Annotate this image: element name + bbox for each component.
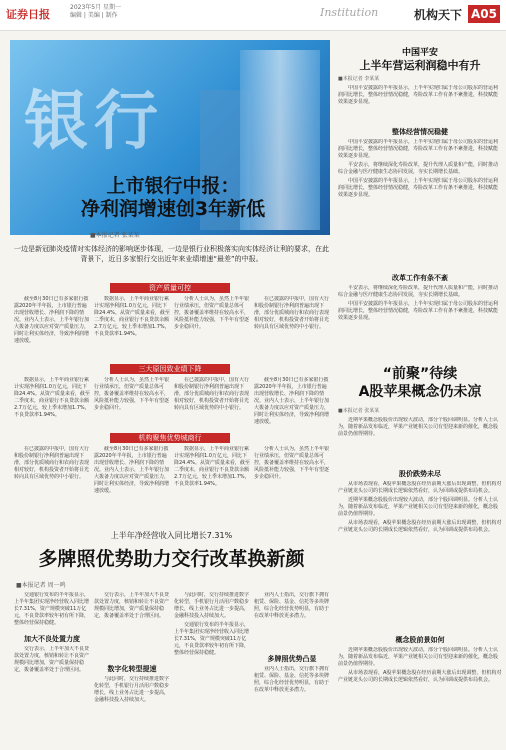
paragraph: 截至8月30日已有多家银行披露2020年半年报，上市银行普遍出现营收增长、净利润下降的情况。业内人士表示，上半年银行加大拨备力度以应对资产质量压力，同时让利实体经济，导致净利润增速放缓。 xyxy=(14,296,90,344)
paragraph: 近期苹果概念股股价出现较大波动，部分个股回调明显。分析人士认为，随着新品发布临近，苹果产业链相关公司有望迎来新的催化，概念股前景仍值得期待。 xyxy=(338,647,499,667)
bottom-title: 多牌照优势助力交行改革换新颜 xyxy=(38,548,305,570)
article-column xyxy=(14,446,90,516)
subhead-overall: 整体经营情况稳健 xyxy=(392,128,448,136)
article-column xyxy=(94,446,170,516)
article-column xyxy=(174,592,250,746)
article-column xyxy=(338,647,502,747)
paragraph: 近期苹果概念股股价出现较大波动，部分个股回调明显。分析人士认为，随着新品发布临近，苹果产业链相关公司有望迎来新的催化，概念股前景仍值得期待。 xyxy=(338,497,499,517)
right-bottom-title xyxy=(338,365,502,401)
right-bottom-title-line1: “前聚”待续 xyxy=(382,366,458,382)
masthead-meta-line2: 编辑 | 美编 | 制作 xyxy=(70,12,118,19)
paragraph: 平安表示，将继续深化寿险改革，提升代理人质量和产能，同时推动综合金融与医疗健康生态协同发展，夯实长期增长基础。 xyxy=(338,162,499,175)
article-column xyxy=(338,417,502,465)
article-column xyxy=(174,377,250,429)
paragraph: 截至8月30日已有多家银行披露2020年半年报，上市银行普遍出现营收增长、净利润下降的情况。业内人士表示，上半年银行加大拨备力度以应对资产质量压力，同时让利实体经济，导致净利润增速放缓。 xyxy=(94,446,170,494)
paragraph: 数据显示，上半年商业银行累计实现净利润1.0万亿元，同比下降24.4%。从资产质量来看，截至二季度末，商业银行不良贷款余额2.7万亿元，较上季末增加1.7%，不良贷款率1.94%。 xyxy=(94,296,170,337)
right-column xyxy=(338,35,502,748)
subhead-stock-decline: 股价跌势未尽 xyxy=(399,470,441,478)
masthead xyxy=(0,0,506,31)
paragraph: 中国平安披露的半年报显示，上半年实现归属于母公司股东的营运利润同比增长，整体经营情况稳健，寿险改革工作有条不紊推进，科技赋能效果逐步显现。 xyxy=(338,178,499,198)
paragraph: 在已披露的中报中，国有大行和股份制银行净利润普遍出现下滑，部分优质城商行和农商行表现相对较好，机构投资者开始将目光转向具有区域优势的中小银行。 xyxy=(174,377,250,411)
subhead-licenses: 多牌照优势凸显 xyxy=(267,655,317,663)
hero-title-line1: 上市银行中报： xyxy=(106,175,240,197)
page-id-badge: A05 xyxy=(468,5,500,23)
paragraph: 数据显示，上半年商业银行累计实现净利润1.0万亿元，同比下降24.4%。从资产质量来看，截至二季度末，商业银行不良贷款余额2.7万亿元，较上季末增加1.7%，不良贷款率1.94%。 xyxy=(14,377,90,418)
hero-title-line2: 净利润增速创3年新低 xyxy=(80,198,266,220)
hero-bg-text: 银行 xyxy=(24,85,164,159)
section-en: Institution xyxy=(320,6,379,19)
hero-byline: ■本报记者 张某某 xyxy=(90,232,140,239)
article-column xyxy=(338,139,502,269)
subhead-three-reasons: 三大原因致业绩下降 xyxy=(110,364,230,374)
section-cn: 机构天下 xyxy=(414,8,463,22)
article-column xyxy=(174,446,250,516)
article-column xyxy=(338,85,502,123)
paragraph: 在已披露的中报中，国有大行和股份制银行净利润普遍出现下滑，部分优质城商行和农商行表现相对较好，机构投资者开始将目光转向具有区域优势的中小银行。 xyxy=(254,296,330,330)
masthead-meta xyxy=(70,4,121,20)
subhead-reform: 改革工作有条不紊 xyxy=(392,274,448,282)
paragraph: 分析人士认为，虽然上半年银行业绩承压，但资产质量总体可控，拨备覆盖率维持在较高水平，风险抵补能力较强，下半年有望逐步企稳回升。 xyxy=(94,377,170,411)
paragraph: 与此同时，交行持续推进数字化转型，手机银行月活用户数稳步增长，线上业务占比进一步提高，金融科技投入持续加大。 xyxy=(94,676,170,703)
article-column xyxy=(94,296,170,360)
paragraph: 交通银行发布的半年报显示，上半年集团实现净经营收入同比增长7.31%，资产规模突破11万亿元，不良贷款率较年初有所下降，整体经营保持稳健。 xyxy=(174,622,250,656)
article-column xyxy=(338,481,502,631)
hero-title xyxy=(58,175,288,221)
hero-image xyxy=(10,40,330,235)
right-bottom-title-line2: A股苹果概念仍未凉 xyxy=(358,384,482,400)
article-column xyxy=(254,296,330,360)
newspaper-logo: 证券日报 xyxy=(6,8,50,21)
paragraph: 业内人士指出，交行旗下拥有租赁、保险、基金、信托等多块牌照，综合化经营优势明显，有助于在改革中释放更多潜力。 xyxy=(254,666,330,693)
article-column xyxy=(338,285,502,357)
paragraph: 中国平安披露的半年报显示，上半年实现归属于母公司股东的营运利润同比增长，整体经营情况稳健，寿险改革工作有条不紊推进，科技赋能效果逐步显现。 xyxy=(338,139,499,159)
article-column xyxy=(254,666,330,746)
right-top-kicker: 中国平安 xyxy=(401,48,438,58)
article-column xyxy=(14,377,90,429)
paragraph: 近期苹果概念股股价出现较大波动，部分个股回调明显。分析人士认为，随着新品发布临近，苹果产业链相关公司有望迎来新的催化，概念股前景仍值得期待。 xyxy=(338,417,499,437)
paragraph: 交行表示，上半年加大不良贷款处置力度，核销和转让不良资产规模同比增加，资产质量保持稳定，拨备覆盖率处于合理区间。 xyxy=(14,646,90,673)
right-bottom-byline: ■本报记者 张某某 xyxy=(338,408,380,414)
subhead-digital: 数字化转型提速 xyxy=(107,665,157,673)
masthead-meta-line1: 2023年5月 星期一 xyxy=(70,4,121,11)
paragraph: 平安表示，将继续深化寿险改革，提升代理人质量和产能，同时推动综合金融与医疗健康生态协同发展，夯实长期增长基础。 xyxy=(338,285,499,298)
subhead-city-banks: 机构聚焦优势城商行 xyxy=(110,433,230,443)
bottom-byline: ■本报记者 周一鸣 xyxy=(16,582,66,589)
subhead-outlook: 概念股前景如何 xyxy=(395,636,445,644)
bottom-kicker: 上半年净经营收入同比增长7.31% xyxy=(110,531,233,540)
paragraph: 业内人士指出，交行旗下拥有租赁、保险、基金、信托等多块牌照，综合化经营优势明显，有助于在改革中释放更多潜力。 xyxy=(254,592,330,619)
article-column xyxy=(14,592,90,632)
paragraph: 从市场表现看，A股苹果概念股在经历前期大涨后出现调整，但机构对产业链龙头公司的长期成长逻辑依然看好，认为回调或提供布局机会。 xyxy=(338,670,502,683)
subhead-npl: 加大不良处置力度 xyxy=(24,635,80,643)
paragraph: 截至8月30日已有多家银行披露2020年半年报，上市银行普遍出现营收增长、净利润下降的情况。业内人士表示，上半年银行加大拨备力度以应对资产质量压力，同时让利实体经济，导致净利润增速放缓。 xyxy=(254,377,330,425)
paragraph: 交通银行发布的半年报显示，上半年集团实现净经营收入同比增长7.31%，资产规模突破11万亿元，不良贷款率较年初有所下降，整体经营保持稳健。 xyxy=(14,592,90,626)
paragraph: 中国平安披露的半年报显示，上半年实现归属于母公司股东的营运利润同比增长，整体经营情况稳健，寿险改革工作有条不紊推进，科技赋能效果逐步显现。 xyxy=(338,301,499,321)
article-column xyxy=(254,377,330,429)
subhead-asset-quality: 资产质量可控 xyxy=(110,283,230,293)
bottom-article-header xyxy=(14,530,329,571)
article-column xyxy=(94,592,170,662)
article-column xyxy=(94,377,170,429)
paragraph: 中国平安披露的半年报显示，上半年实现归属于母公司股东的营运利润同比增长，整体经营情况稳健，寿险改革工作有条不紊推进，科技赋能效果逐步显现。 xyxy=(338,85,499,105)
right-top-title: 上半年营运利润稳中有升 xyxy=(359,59,481,72)
paragraph: 从市场表现看，A股苹果概念股在经历前期大涨后出现调整，但机构对产业链龙头公司的长期成长逻辑依然看好，认为回调或提供布局机会。 xyxy=(338,481,502,494)
paragraph: 与此同时，交行持续推进数字化转型，手机银行月活用户数稳步增长，线上业务占比进一步提高，金融科技投入持续加大。 xyxy=(174,592,250,619)
paragraph: 数据显示，上半年商业银行累计实现净利润1.0万亿元，同比下降24.4%。从资产质量来看，截至二季度末，商业银行不良贷款余额2.7万亿元，较上季末增加1.7%，不良贷款率1.94%。 xyxy=(174,446,250,487)
paragraph: 分析人士认为，虽然上半年银行业绩承压，但资产质量总体可控，拨备覆盖率维持在较高水平，风险抵补能力较强，下半年有望逐步企稳回升。 xyxy=(254,446,330,480)
paragraph: 在已披露的中报中，国有大行和股份制银行净利润普遍出现下滑，部分优质城商行和农商行表现相对较好，机构投资者开始将目光转向具有区域优势的中小银行。 xyxy=(14,446,90,480)
hero-lead: 一边是新冠肺炎疫情对实体经济的影响逐步体现，一边是银行业积极落实向实体经济让利的要求，在此背景下，近日多家银行交出近年来业绩增速“最差”的中报。 xyxy=(14,245,329,263)
article-column xyxy=(254,592,330,652)
article-column xyxy=(14,296,90,360)
paragraph: 从市场表现看，A股苹果概念股在经历前期大涨后出现调整，但机构对产业链龙头公司的长期成长逻辑依然看好，认为回调或提供布局机会。 xyxy=(338,520,502,533)
article-column xyxy=(174,296,250,360)
article-column xyxy=(254,446,330,516)
article-column xyxy=(14,646,90,746)
article-column xyxy=(94,676,170,746)
paragraph: 交行表示，上半年加大不良贷款处置力度，核销和转让不良资产规模同比增加，资产质量保持稳定，拨备覆盖率处于合理区间。 xyxy=(94,592,170,619)
right-top-byline: ■本报记者 李某某 xyxy=(338,76,380,82)
paragraph: 分析人士认为，虽然上半年银行业绩承压，但资产质量总体可控，拨备覆盖率维持在较高水平，风险抵补能力较强，下半年有望逐步企稳回升。 xyxy=(174,296,250,330)
